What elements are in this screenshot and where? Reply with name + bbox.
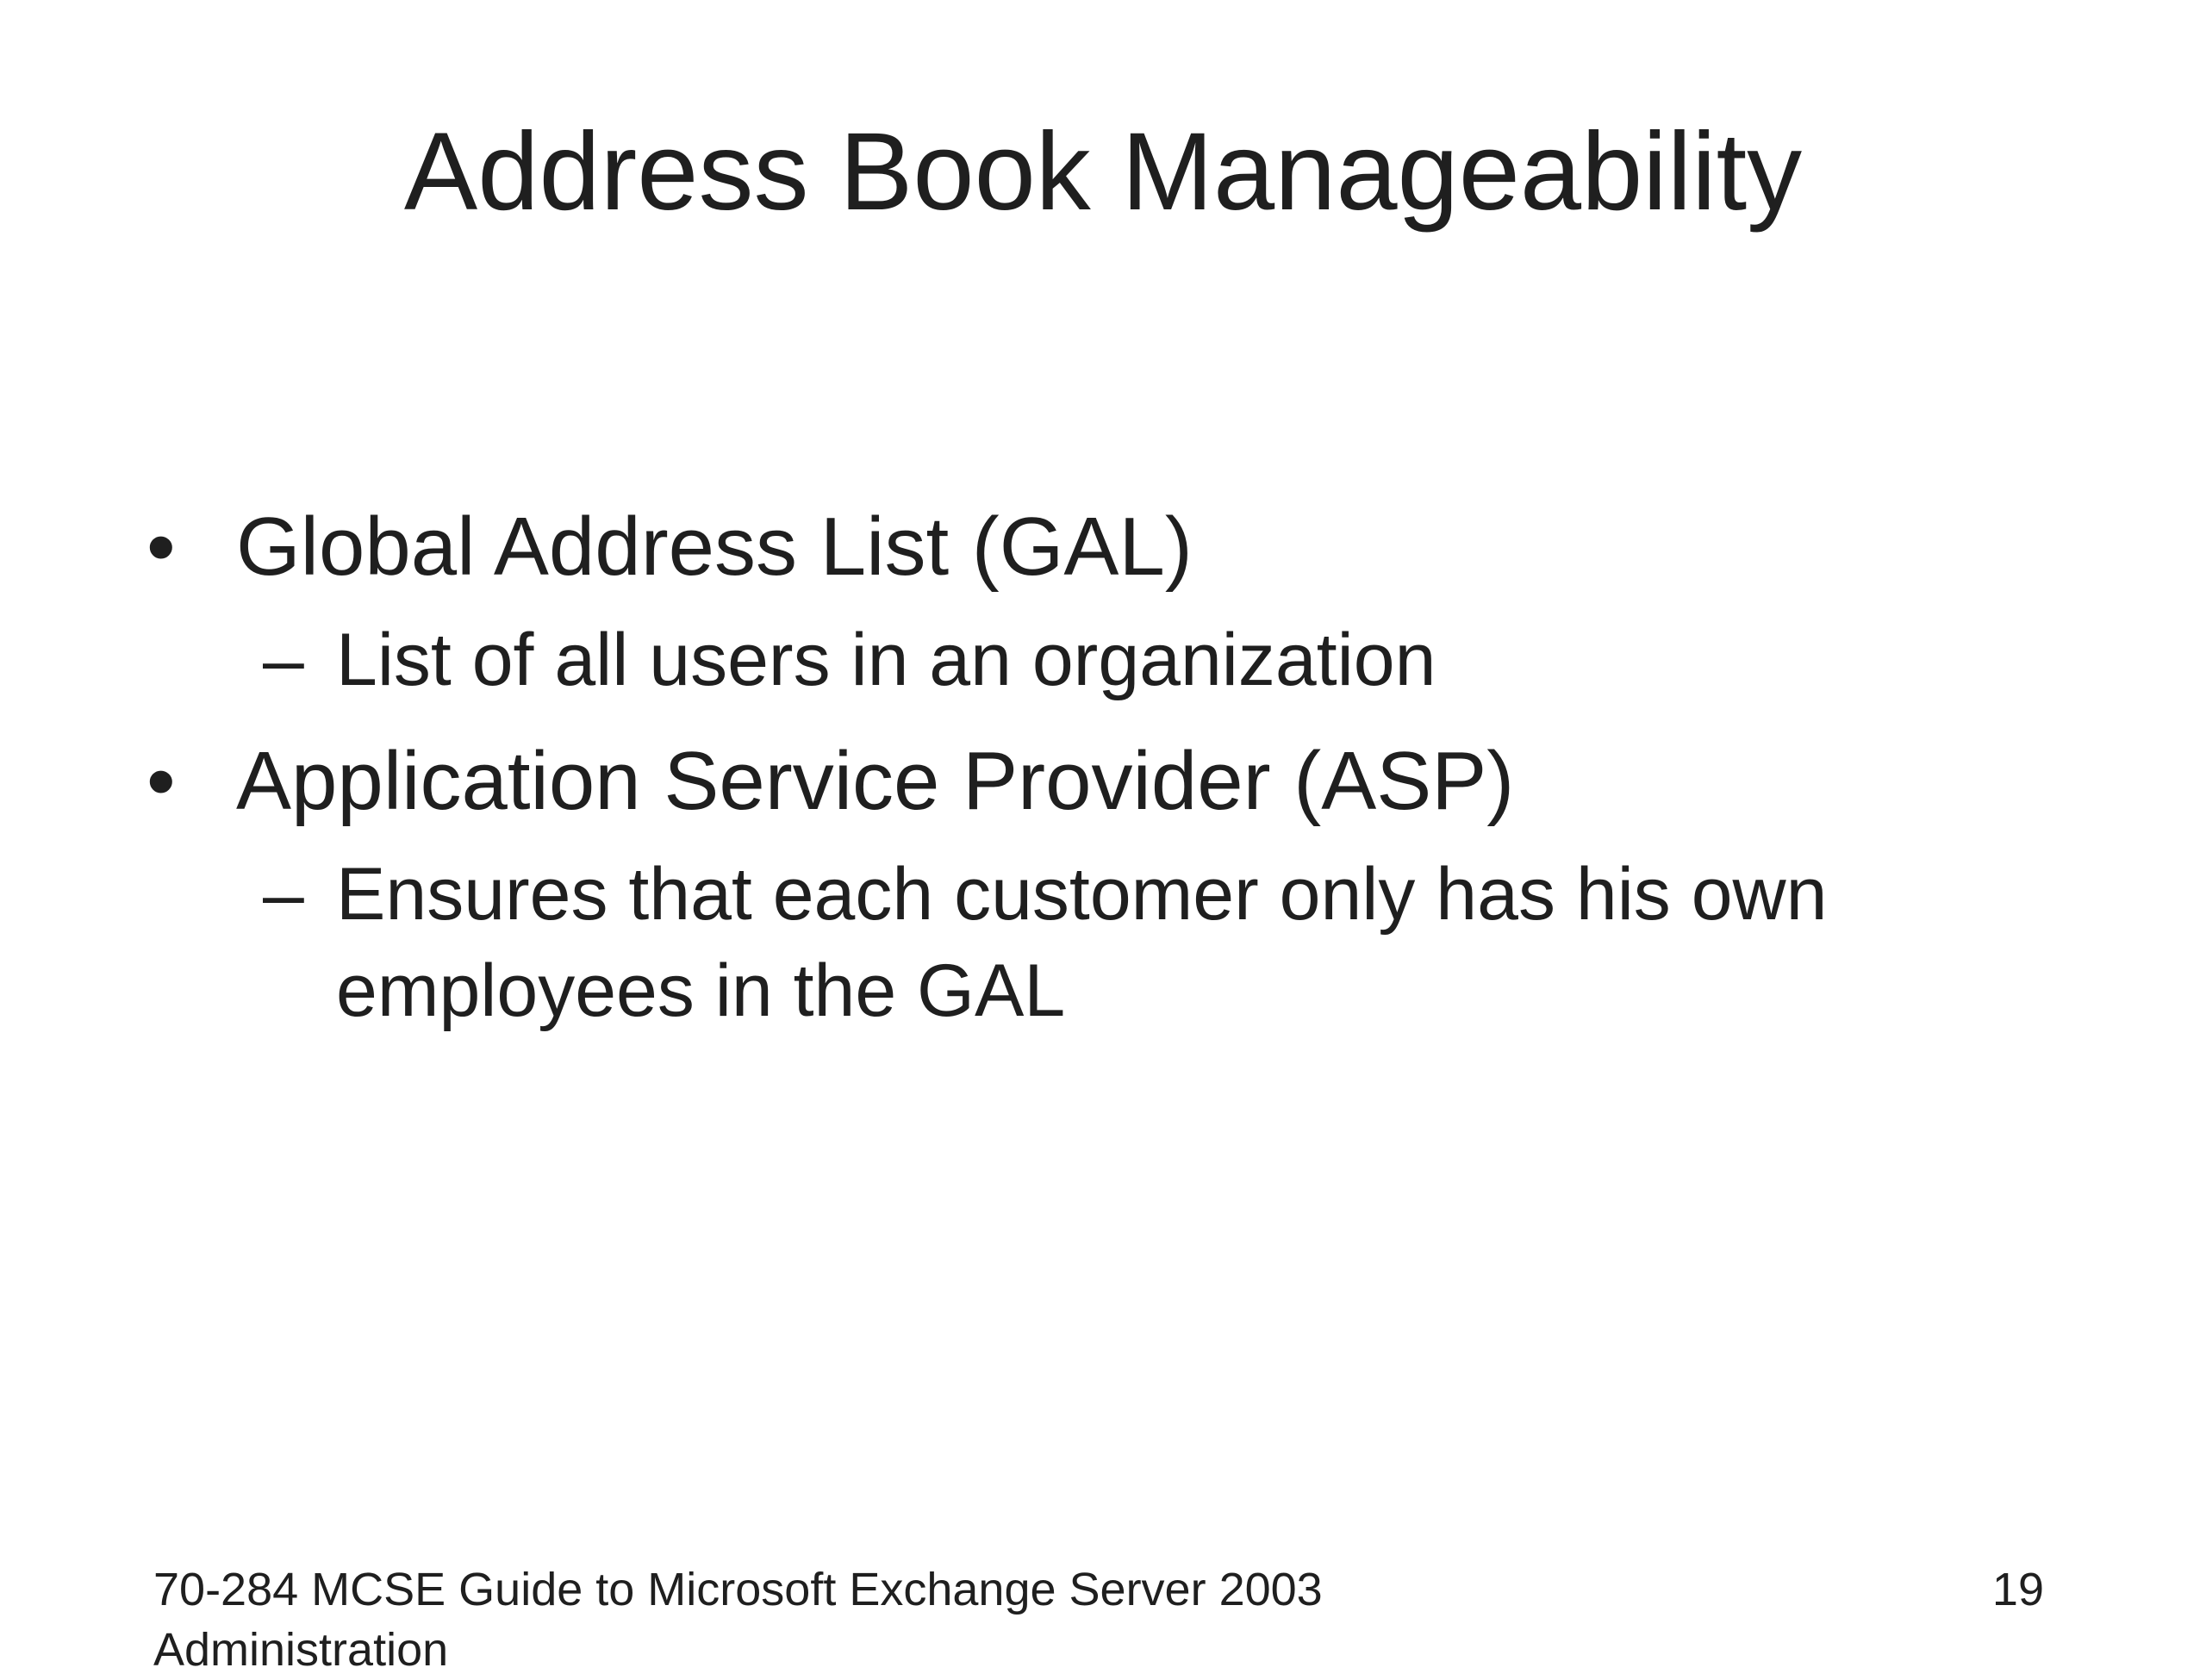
sub-bullet-text: List of all users in an organization [336,619,1436,701]
bullet-icon: • [146,735,176,827]
bullet-item [146,725,2085,837]
page-number: 19 [1991,1564,2044,1615]
bullet-text: Global Address List (GAL) [236,501,1193,593]
dash-icon: – [263,619,304,701]
bullet-item [146,491,2085,603]
footer-course-title: 70-284 MCSE Guide to Microsoft Exchange Server 2003 Administration [153,1564,1323,1676]
sub-bullet-text: Ensures that each customer only has his own employees in the GAL [336,853,1828,1032]
slide-body [146,491,2085,1056]
bullet-icon: • [146,501,176,593]
sub-bullet-item [146,612,2085,708]
dash-icon: – [263,853,304,936]
bullet-text: Application Service Provider (ASP) [236,735,1515,827]
slide-title: Address Book Manageability [403,110,1803,233]
sub-bullet-item [146,846,2085,1039]
